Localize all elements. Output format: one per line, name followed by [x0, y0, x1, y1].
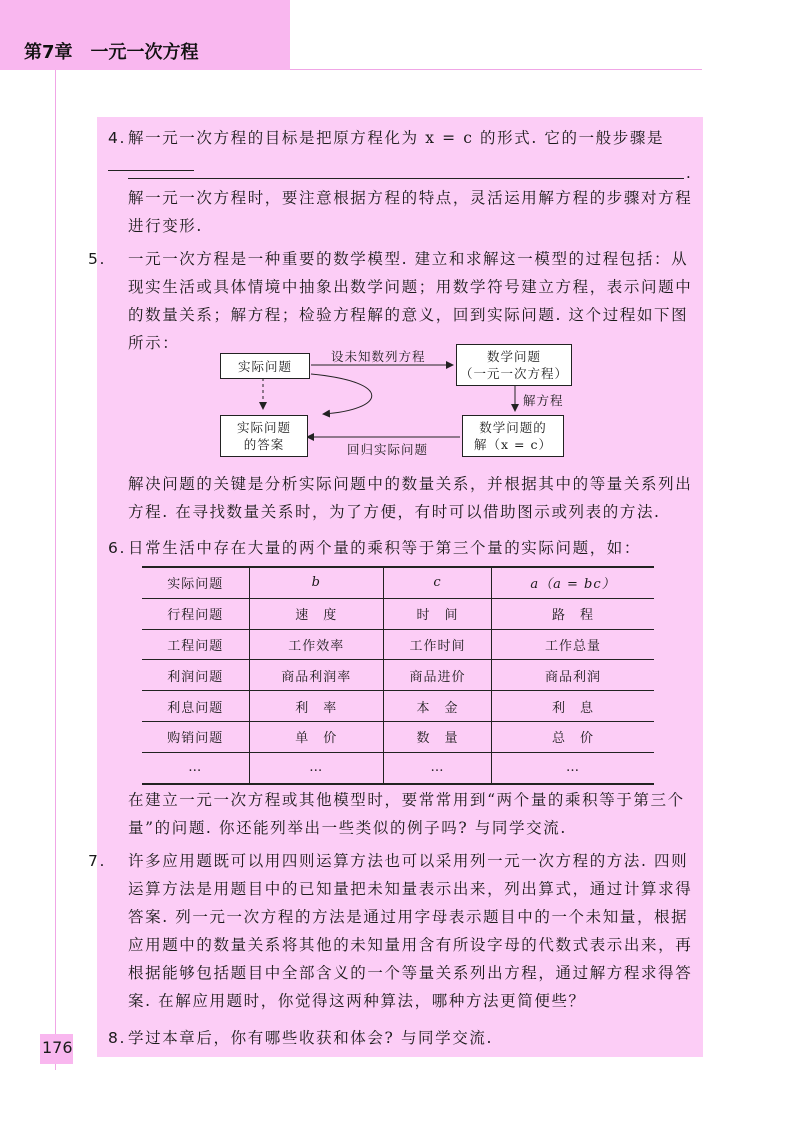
- header-rule: [290, 69, 702, 70]
- answer-blank-2: [128, 178, 684, 179]
- label-return: 回归实际问题: [347, 442, 429, 457]
- chapter-title: [24, 38, 199, 64]
- table-row: [142, 598, 654, 629]
- answer-blank-1: [108, 152, 194, 171]
- chapter-number: 第7章: [24, 42, 73, 63]
- item-4-number: 4.: [108, 129, 126, 147]
- item-7: [88, 847, 694, 1015]
- item-6: [108, 534, 694, 562]
- item-7-number: 7.: [88, 852, 106, 870]
- table-cell: 单 价: [249, 721, 384, 752]
- item-8-text: 学过本章后，你有哪些收获和体会? 与同学交流.: [128, 1029, 493, 1047]
- chapter-name: 一元一次方程: [90, 42, 199, 63]
- table-cell: 总 价: [492, 721, 654, 752]
- table-cell: …: [492, 752, 654, 783]
- box-math-problem-line1: 数学问题: [486, 349, 541, 364]
- label-solve: 解方程: [523, 393, 564, 408]
- table-cell: 利 率: [249, 691, 384, 722]
- table-cell: 工程问题: [142, 629, 249, 660]
- box-answer: [220, 415, 308, 457]
- box-solution-line2: 解（x = c）: [474, 437, 552, 452]
- table-cell: 工作总量: [492, 629, 654, 660]
- table-cell: 商品利润: [492, 660, 654, 691]
- table-cell: 速 度: [249, 598, 384, 629]
- item-4: [108, 124, 694, 180]
- item-6-text: 日常生活中存在大量的两个量的乘积等于第三个量的实际问题，如：: [128, 539, 642, 557]
- table-row: [142, 691, 654, 722]
- item-6-number: 6.: [108, 539, 126, 557]
- table-row: [142, 629, 654, 660]
- page-number: 176: [42, 1038, 73, 1057]
- table-cell: a（a = bc）: [492, 567, 654, 598]
- table-row: [142, 721, 654, 752]
- box-answer-line2: 的答案: [243, 437, 285, 452]
- table-cell: 数 量: [384, 721, 492, 752]
- table-cell: 利 息: [492, 691, 654, 722]
- table-cell: 实际问题: [142, 567, 249, 598]
- table-cell: 商品利润率: [249, 660, 384, 691]
- item-8-number: 8.: [108, 1029, 126, 1047]
- table-cell: 工作时间: [384, 629, 492, 660]
- item-8: [108, 1024, 694, 1052]
- label-set-unknown: 设未知数列方程: [331, 349, 426, 364]
- table-cell: 时 间: [384, 598, 492, 629]
- box-math-problem-line2: （一元一次方程）: [459, 366, 568, 381]
- box-math-problem: [456, 344, 572, 386]
- box-solution-line1: 数学问题的: [479, 420, 547, 435]
- table-cell: …: [142, 752, 249, 783]
- table-cell: c: [384, 567, 492, 598]
- item-5-text: 一元一次方程是一种重要的数学模型. 建立和求解这一模型的过程包括：从现实生活或具体情境中抽象出数学问题；用数学符号建立方程，表示问题中的数量关系；解方程；检验方程解的意义，回到实际问题. 这个过程如下图所示：: [128, 250, 693, 352]
- table-cell: b: [249, 567, 384, 598]
- table-cell: 本 金: [384, 691, 492, 722]
- box-real-problem: [220, 353, 310, 379]
- quantity-table: [142, 566, 654, 785]
- item-4-end-mark: .: [686, 164, 691, 182]
- table-row: [142, 752, 654, 783]
- arrow-curve: [311, 374, 372, 414]
- table-header-row: [142, 567, 654, 598]
- box-answer-line1: 实际问题: [236, 420, 291, 435]
- table-cell: 商品进价: [384, 660, 492, 691]
- table-cell: 路 程: [492, 598, 654, 629]
- table-cell: …: [249, 752, 384, 783]
- item-7-text: 许多应用题既可以用四则运算方法也可以采用列一元一次方程的方法. 四则运算方法是用题目中的已知量把未知量表示出来，列出算式，通过计算求得答案. 列一元一次方程的方法是通过用字母表示题目中的一个未知量，根据应用题中的数量关系将其他的未知量用含有所设字母的代数式表示出来，再根据能够包括题目中全部含义的一个等量关系列出方程，通过解方程求得答案. 在解应用题时，你觉得这两种算法，哪种方法更简便些？: [128, 852, 693, 1010]
- left-margin-rule: [55, 70, 56, 1070]
- modeling-process-diagram: [215, 338, 585, 464]
- table-cell: …: [384, 752, 492, 783]
- item-6-note: 在建立一元一次方程或其他模型时，要常常用到“两个量的乘积等于第三个量”的问题. 你还能列举出一些类似的例子吗? 与同学交流.: [128, 791, 685, 837]
- item-4-text: 解一元一次方程的目标是把原方程化为 x = c 的形式. 它的一般步骤是: [128, 129, 665, 147]
- table-cell: 购销问题: [142, 721, 249, 752]
- item-5-note: 解决问题的关键是分析实际问题中的数量关系，并根据其中的等量关系列出方程. 在寻找数量关系时，为了方便，有时可以借助图示或列表的方法.: [128, 475, 693, 521]
- table-cell: 工作效率: [249, 629, 384, 660]
- table-cell: 利润问题: [142, 660, 249, 691]
- table-row: [142, 660, 654, 691]
- table-cell: 行程问题: [142, 598, 249, 629]
- table-cell: 利息问题: [142, 691, 249, 722]
- item-4-note: 解一元一次方程时，要注意根据方程的特点，灵活运用解方程的步骤对方程进行变形.: [128, 189, 693, 235]
- box-solution: [462, 415, 564, 457]
- item-5-number: 5.: [88, 250, 106, 268]
- box-real-problem-label: 实际问题: [237, 358, 292, 374]
